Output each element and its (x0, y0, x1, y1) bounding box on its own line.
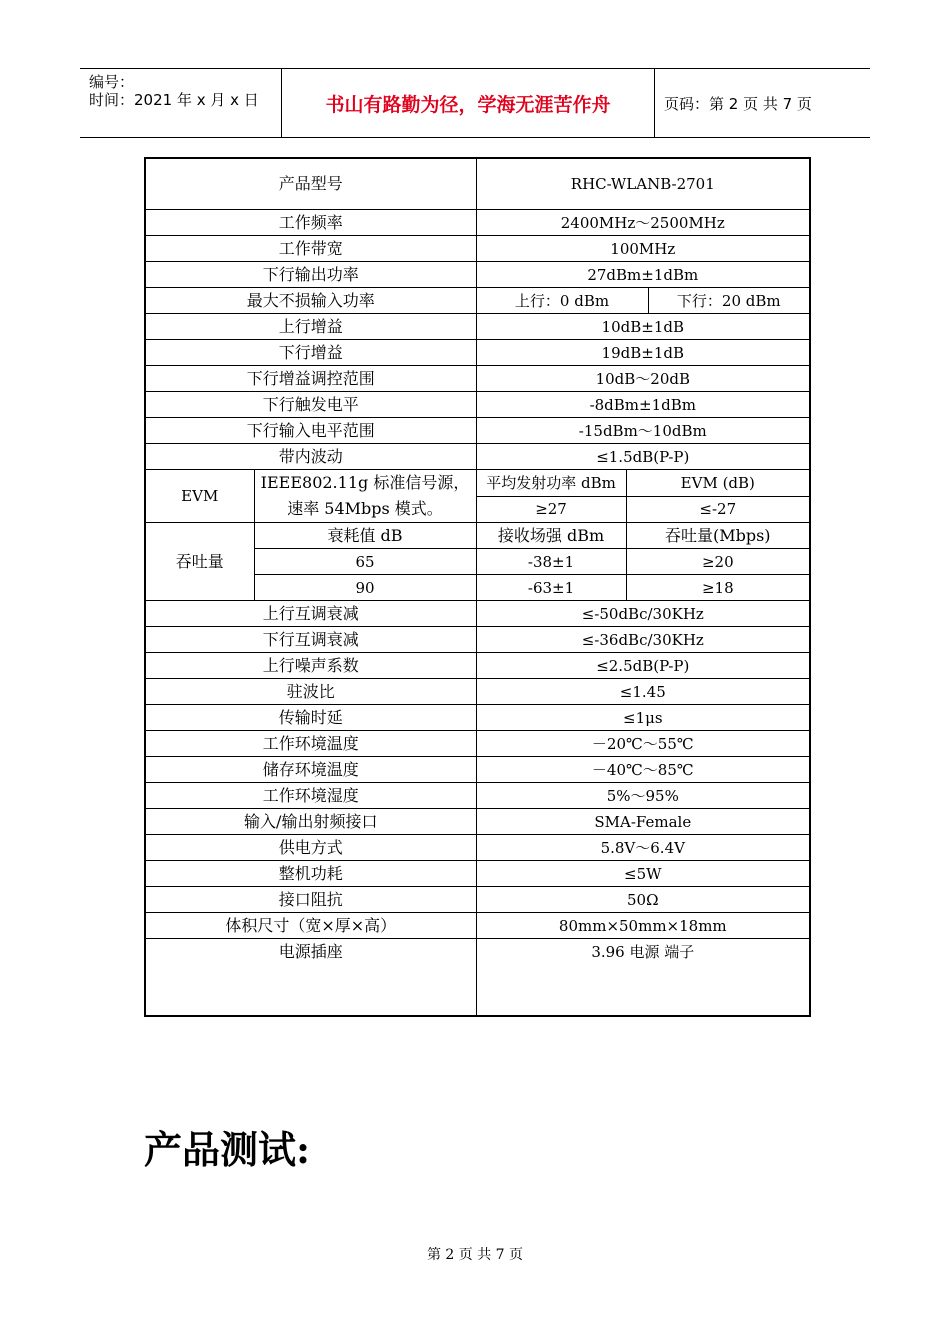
page-header (80, 68, 870, 138)
spec-row (145, 262, 810, 288)
spec-value: ≤1.5dB(P-P) (476, 444, 810, 470)
spec-table (144, 157, 811, 1017)
spec-value: 3.96 电源 端子 (476, 939, 810, 1017)
spec-value: 50Ω (476, 887, 810, 913)
spec-value: －20℃～55℃ (476, 731, 810, 757)
throughput-header: 衰耗值 dB (254, 523, 476, 549)
spec-label: 供电方式 (145, 835, 476, 861)
spec-label: 输入/输出射频接口 (145, 809, 476, 835)
spec-value: ≤1μs (476, 705, 810, 731)
header-meta-cell (80, 69, 282, 137)
spec-label: 产品型号 (145, 158, 476, 210)
spec-row (145, 627, 810, 653)
spec-value: 5%～95% (476, 783, 810, 809)
spec-label: 驻波比 (145, 679, 476, 705)
spec-value: 2400MHz～2500MHz (476, 210, 810, 236)
throughput-cell: -63±1 (476, 575, 626, 601)
spec-value: 100MHz (476, 236, 810, 262)
spec-row (145, 731, 810, 757)
header-motto: 书山有路勤为径，学海无涯苦作舟 (325, 94, 611, 116)
spec-row (145, 809, 810, 835)
spec-value: ≤-50dBc/30KHz (476, 601, 810, 627)
spec-row-model (145, 158, 810, 210)
header-motto-cell (282, 69, 655, 137)
spec-value: 10dB～20dB (476, 366, 810, 392)
spec-row-power-socket (145, 939, 810, 1017)
spec-row (145, 757, 810, 783)
spec-value: ≤2.5dB(P-P) (476, 653, 810, 679)
evm-col1-value: ≥27 (476, 496, 626, 523)
spec-value: 5.8V～6.4V (476, 835, 810, 861)
spec-value: 80mm×50mm×18mm (476, 913, 810, 939)
spec-label: 储存环境温度 (145, 757, 476, 783)
throughput-cell: 90 (254, 575, 476, 601)
spec-label: 下行增益调控范围 (145, 366, 476, 392)
spec-label: 下行输入电平范围 (145, 418, 476, 444)
spec-label: 工作带宽 (145, 236, 476, 262)
spec-label: 下行增益 (145, 340, 476, 366)
spec-label: 上行增益 (145, 314, 476, 340)
spec-row (145, 444, 810, 470)
throughput-cell: ≥18 (626, 575, 810, 601)
throughput-cell: ≥20 (626, 549, 810, 575)
spec-row (145, 236, 810, 262)
spec-row (145, 679, 810, 705)
spec-row (145, 861, 810, 887)
throughput-header-row (145, 523, 810, 549)
spec-label: 下行互调衰减 (145, 627, 476, 653)
spec-label: 上行互调衰减 (145, 601, 476, 627)
evm-col2-header: EVM (dB) (626, 470, 810, 497)
spec-label: 体积尺寸（宽×厚×高） (145, 913, 476, 939)
spec-value: -15dBm～10dBm (476, 418, 810, 444)
spec-row (145, 601, 810, 627)
throughput-header: 吞吐量(Mbps) (626, 523, 810, 549)
evm-label: EVM (145, 470, 254, 523)
spec-row (145, 783, 810, 809)
spec-label: 整机功耗 (145, 861, 476, 887)
section-heading: 产品测试: (144, 1127, 311, 1172)
spec-row (145, 418, 810, 444)
spec-label: 工作环境湿度 (145, 783, 476, 809)
spec-label: 工作环境温度 (145, 731, 476, 757)
spec-value: －40℃～85℃ (476, 757, 810, 783)
spec-value: ≤5W (476, 861, 810, 887)
spec-label: 最大不损输入功率 (145, 288, 476, 314)
spec-row (145, 913, 810, 939)
document-number-label: 编号： (89, 73, 135, 91)
spec-value: SMA-Female (476, 809, 810, 835)
header-page-info: 页码：第 2 页 共 7 页 (664, 95, 812, 113)
throughput-cell: -38±1 (476, 549, 626, 575)
throughput-header: 接收场强 dBm (476, 523, 626, 549)
page-footer: 第 2 页 共 7 页 (426, 1247, 524, 1263)
spec-row-max-input (145, 288, 810, 314)
spec-value: 19dB±1dB (476, 340, 810, 366)
spec-value: 10dB±1dB (476, 314, 810, 340)
evm-col2-value: ≤-27 (626, 496, 810, 523)
spec-label: 电源插座 (145, 939, 476, 1017)
spec-value: 27dBm±1dBm (476, 262, 810, 288)
spec-value-downlink: 下行：20 dBm (648, 288, 810, 314)
evm-condition: IEEE802.11g 标准信号源，速率 54Mbps 模式。 (254, 470, 476, 523)
spec-row (145, 392, 810, 418)
spec-row (145, 705, 810, 731)
spec-label: 接口阻抗 (145, 887, 476, 913)
throughput-label: 吞吐量 (145, 523, 254, 601)
spec-row (145, 210, 810, 236)
document-date-label: 时间：2021 年 x 月 x 日 (89, 91, 259, 109)
spec-row (145, 340, 810, 366)
evm-col1-header: 平均发射功率 dBm (476, 470, 626, 497)
spec-label: 下行触发电平 (145, 392, 476, 418)
spec-label: 带内波动 (145, 444, 476, 470)
spec-row (145, 314, 810, 340)
spec-label: 工作频率 (145, 210, 476, 236)
spec-value: ≤1.45 (476, 679, 810, 705)
throughput-cell: 65 (254, 549, 476, 575)
spec-label: 传输时延 (145, 705, 476, 731)
spec-label: 上行噪声系数 (145, 653, 476, 679)
spec-row (145, 653, 810, 679)
header-page-cell (655, 69, 870, 137)
spec-value: -8dBm±1dBm (476, 392, 810, 418)
spec-value-uplink: 上行：0 dBm (476, 288, 648, 314)
spec-row (145, 887, 810, 913)
spec-row (145, 366, 810, 392)
spec-row (145, 835, 810, 861)
spec-value: ≤-36dBc/30KHz (476, 627, 810, 653)
spec-value: RHC-WLANB-2701 (476, 158, 810, 210)
spec-row-evm-header (145, 470, 810, 497)
spec-label: 下行输出功率 (145, 262, 476, 288)
